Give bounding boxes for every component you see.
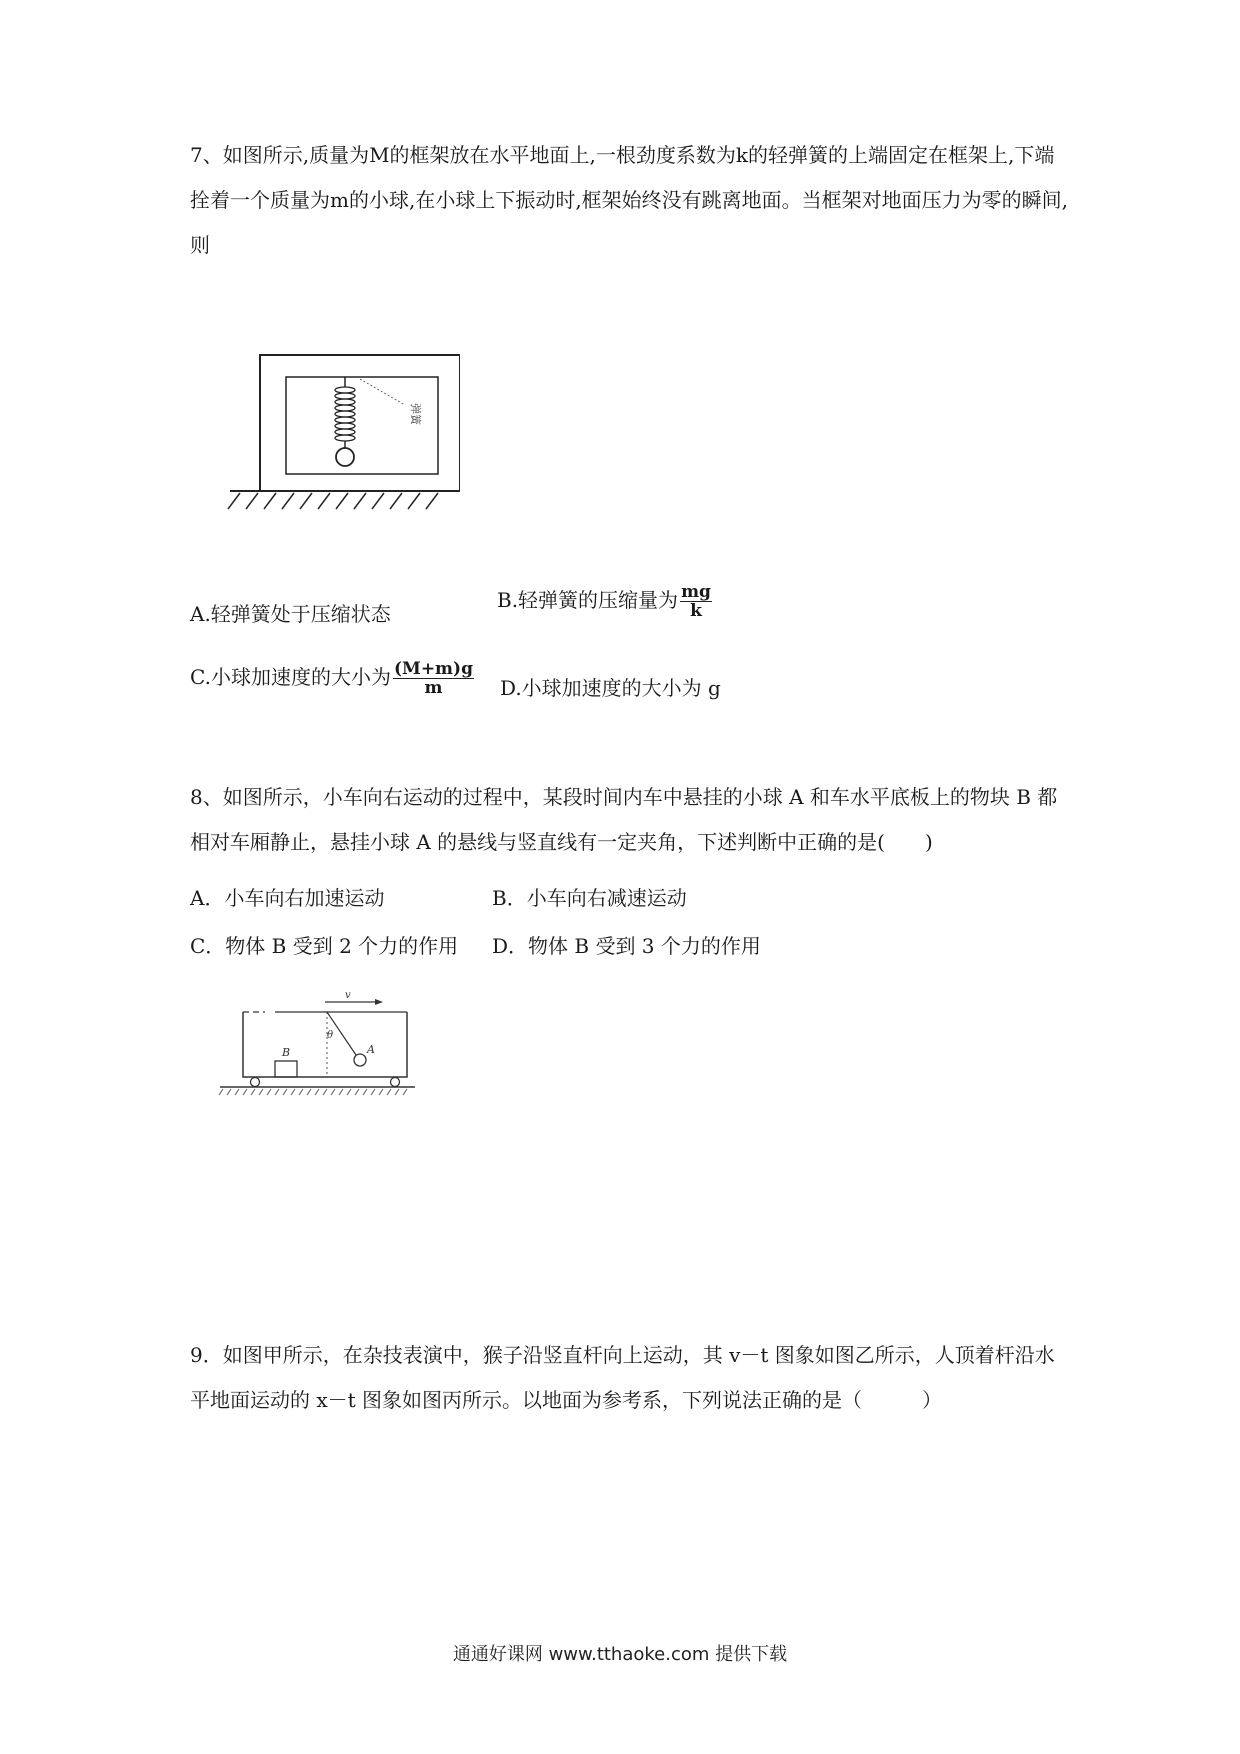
q7-option-b-text: B.轻弹簧的压缩量为 — [497, 588, 679, 612]
q7-option-b-numerator: mg — [681, 582, 711, 602]
q8-stem: 8、如图所示，小车向右运动的过程中，某段时间内车中悬挂的小球 A 和车水平底板上的物块 B 都相对车厢静止，悬挂小球 A 的悬线与竖直线有一定夹角，下述判断中正确的是( ) — [190, 785, 1058, 854]
footer-watermark: 通通好课网 www.tthaoke.com 提供下载 — [452, 1644, 788, 1665]
spring-coil — [335, 387, 355, 441]
spring-label: 弹簧 — [409, 403, 422, 425]
q8-option-b: B．小车向右减速运动 — [492, 886, 687, 910]
q7-option-c-fraction — [393, 660, 474, 697]
ball — [336, 448, 354, 466]
label-a: A — [367, 1043, 375, 1056]
ball-a — [354, 1054, 366, 1066]
theta-label: θ — [327, 1030, 334, 1041]
q8-option-a: A．小车向右加速运动 — [190, 886, 385, 910]
q8-figure — [215, 990, 415, 1105]
q8-option-d: D．物体 B 受到 3 个力的作用 — [492, 934, 761, 958]
q7-option-b-fraction — [680, 583, 712, 620]
q9-stem: 9．如图甲所示，在杂技表演中，猴子沿竖直杆向上运动，其 v－t 图象如图乙所示，人顶着杆沿水平地面运动的 x－t 图象如图丙所示。以地面为参考系，下列说法正确的是（ ） — [190, 1343, 1055, 1412]
q7-option-a: A.轻弹簧处于压缩状态 — [190, 602, 391, 626]
q7-option-c-denominator: m — [424, 678, 443, 698]
velocity-label: v — [345, 990, 351, 1001]
label-b: B — [282, 1046, 291, 1059]
q7-option-c-numerator: (M+m)g — [393, 659, 473, 679]
q7-figure — [200, 345, 460, 515]
q7-option-b-denominator: k — [690, 601, 702, 621]
q7-option-c-text: C.小球加速度的大小为 — [190, 665, 391, 689]
q7-option-d: D.小球加速度的大小为 g — [500, 676, 721, 700]
q7-option-c — [190, 660, 474, 697]
q7-stem: 7、如图所示,质量为M的框架放在水平地面上,一根劲度系数为k的轻弹簧的上端固定在框架上,下端拴着一个质量为m的小球,在小球上下振动时,框架始终没有跳离地面。当框架对地面压力为零的瞬间,则 — [190, 143, 1069, 257]
q8-option-c: C．物体 B 受到 2 个力的作用 — [190, 934, 459, 958]
q7-option-b — [497, 583, 712, 620]
block-b — [275, 1061, 297, 1077]
